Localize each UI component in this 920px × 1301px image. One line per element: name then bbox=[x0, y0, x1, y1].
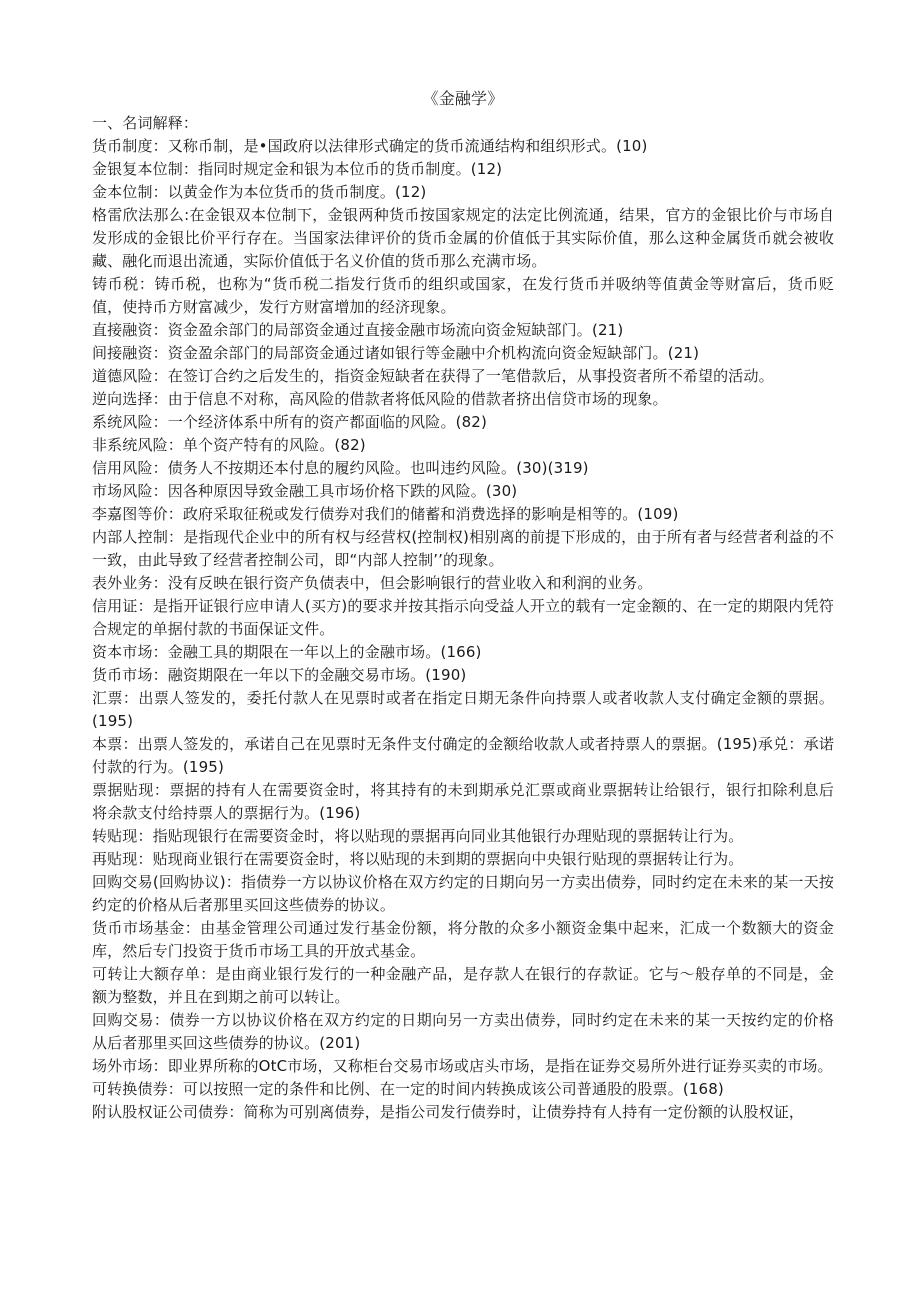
term-paragraph: 直接融资：资金盈余部门的局部资金通过直接金融市场流向资金短缺部门。(21) bbox=[92, 321, 624, 339]
term-paragraph: 货币市场基金：由基金管理公司通过发行基金份额，将分散的众多小额资金集中起来，汇成一个数额大的资金库，然后专门投资于货币市场工具的开放式基金。 bbox=[92, 919, 834, 960]
term-paragraph: 回购交易(回购协议)：指债券一方以协议价格在双方约定的日期向另一方卖出债券，同时约定在未来的某一天按约定的价格从后者那里买回这些债券的协议。 bbox=[92, 873, 834, 914]
term-paragraph: 间接融资：资金盈余部门的局部资金通过诸如银行等金融中介机构流向资金短缺部门。(21) bbox=[92, 344, 700, 362]
term-paragraph: 货币市场：融资期限在一年以下的金融交易市场。(190) bbox=[92, 666, 467, 684]
term-paragraph: 系统风险：一个经济体系中所有的资产都面临的风险。(82) bbox=[92, 413, 487, 431]
term-paragraph: 市场风险：因各种原因导致金融工具市场价格下跌的风险。(30) bbox=[92, 482, 518, 500]
document-title: 《金融学》 bbox=[422, 89, 504, 108]
term-paragraph: 汇票：出票人签发的，委托付款人在见票时或者在指定日期无条件向持票人或者收款人支付确定金额的票据。(195) bbox=[92, 689, 834, 730]
term-paragraph: 可转让大额存单：是由商业银行发行的一种金融产品，是存款人在银行的存款证。它与～般存单的不同是，金额为整数，并且在到期之前可以转让。 bbox=[92, 965, 834, 1006]
term-paragraph: 金银复本位制：指同时规定金和银为本位币的货币制度。(12) bbox=[92, 160, 503, 178]
term-paragraph: 资本市场：金融工具的期限在一年以上的金融市场。(166) bbox=[92, 643, 482, 661]
term-paragraph: 道德风险：在签订合约之后发生的，指资金短缺者在获得了一笔借款后，从事投资者所不希望的活动。 bbox=[92, 367, 774, 385]
term-paragraph: 附认股权证公司债券：简称为可别离债券，是指公司发行债券时，让债券持有人持有一定份额的认股权证， bbox=[92, 1103, 805, 1121]
term-paragraph: 内部人控制：是指现代企业中的所有权与经营权(控制权)相别离的前提下形成的，由于所有者与经营者利益的不一致，由此导致了经营者控制公司，即“内部人控制’’的现象。 bbox=[92, 528, 834, 569]
term-paragraph: 场外市场：即业界所称的OtC市场，又称柜台交易市场或店头市场，是指在证券交易所外进行证券买卖的市场。 bbox=[92, 1057, 833, 1075]
document-page bbox=[92, 86, 834, 1124]
term-paragraph: 信用风险：债务人不按期还本付息的履约风险。也叫违约风险。(30)(319) bbox=[92, 459, 589, 477]
term-paragraph: 再贴现：贴现商业银行在需要资金时，将以贴现的未到期的票据向中央银行贴现的票据转让行为。 bbox=[92, 850, 744, 868]
term-paragraph: 可转换债券：可以按照一定的条件和比例、在一定的时间内转换成该公司普通股的股票。(168) bbox=[92, 1080, 724, 1098]
term-paragraph: 票据贴现：票据的持有人在需要资金时，将其持有的未到期承兑汇票或商业票据转让给银行，银行扣除利息后将余款支付给持票人的票据行为。(196) bbox=[92, 781, 834, 822]
term-paragraph: 格雷欣法那么:在金银双本位制下，金银两种货币按国家规定的法定比例流通，结果，官方的金银比价与市场自发形成的金银比价平行存在。当国家法律评价的货币金属的价值低于其实际价值，那么这种金属货币就会被收藏、融化而退出流通，实际价值低于名义价值的货币那么充满市场。 bbox=[92, 206, 834, 270]
term-paragraph: 本票：出票人签发的，承诺自己在见票时无条件支付确定的金额给收款人或者持票人的票据。(195)承兑：承诺付款的行为。(195) bbox=[92, 735, 834, 776]
term-paragraph: 铸币税：铸币税，也称为“货币税二指发行货币的组织或国家，在发行货币并吸纳等值黄金等财富后，货币贬值，使持币方财富减少，发行方财富增加的经济现象。 bbox=[92, 275, 834, 316]
term-paragraph: 李嘉图等价：政府采取征税或发行债券对我们的储蓄和消费选择的影响是相等的。(109) bbox=[92, 505, 679, 523]
term-paragraph: 表外业务：没有反映在银行资产负债表中，但会影响银行的营业收入和利润的业务。 bbox=[92, 574, 653, 592]
term-paragraph: 非系统风险：单个资产特有的风险。(82) bbox=[92, 436, 366, 454]
term-paragraph: 金本位制：以黄金作为本位货币的货币制度。(12) bbox=[92, 183, 427, 201]
term-paragraph: 信用证：是指开证银行应申请人(买方)的要求并按其指示向受益人开立的载有一定金额的、在一定的期限内凭符合规定的单据付款的书面保证文件。 bbox=[92, 597, 834, 638]
term-paragraph: 货币制度：又称币制，是•国政府以法律形式确定的货币流通结构和组织形式。(10) bbox=[92, 137, 648, 155]
term-paragraph: 转贴现：指贴现银行在需要资金时，将以贴现的票据再向同业其他银行办理贴现的票据转让行为。 bbox=[92, 827, 744, 845]
term-paragraph: 逆向选择：由于信息不对称，高风险的借款者将低风险的借款者挤出信贷市场的现象。 bbox=[92, 390, 668, 408]
term-list bbox=[92, 135, 834, 1124]
term-paragraph: 回购交易：债券一方以协议价格在双方约定的日期向另一方卖出债券，同时约定在未来的某一天按约定的价格从后者那里买回这些债券的协议。(201) bbox=[92, 1011, 834, 1052]
section-heading: 一、名词解释： bbox=[92, 114, 199, 132]
